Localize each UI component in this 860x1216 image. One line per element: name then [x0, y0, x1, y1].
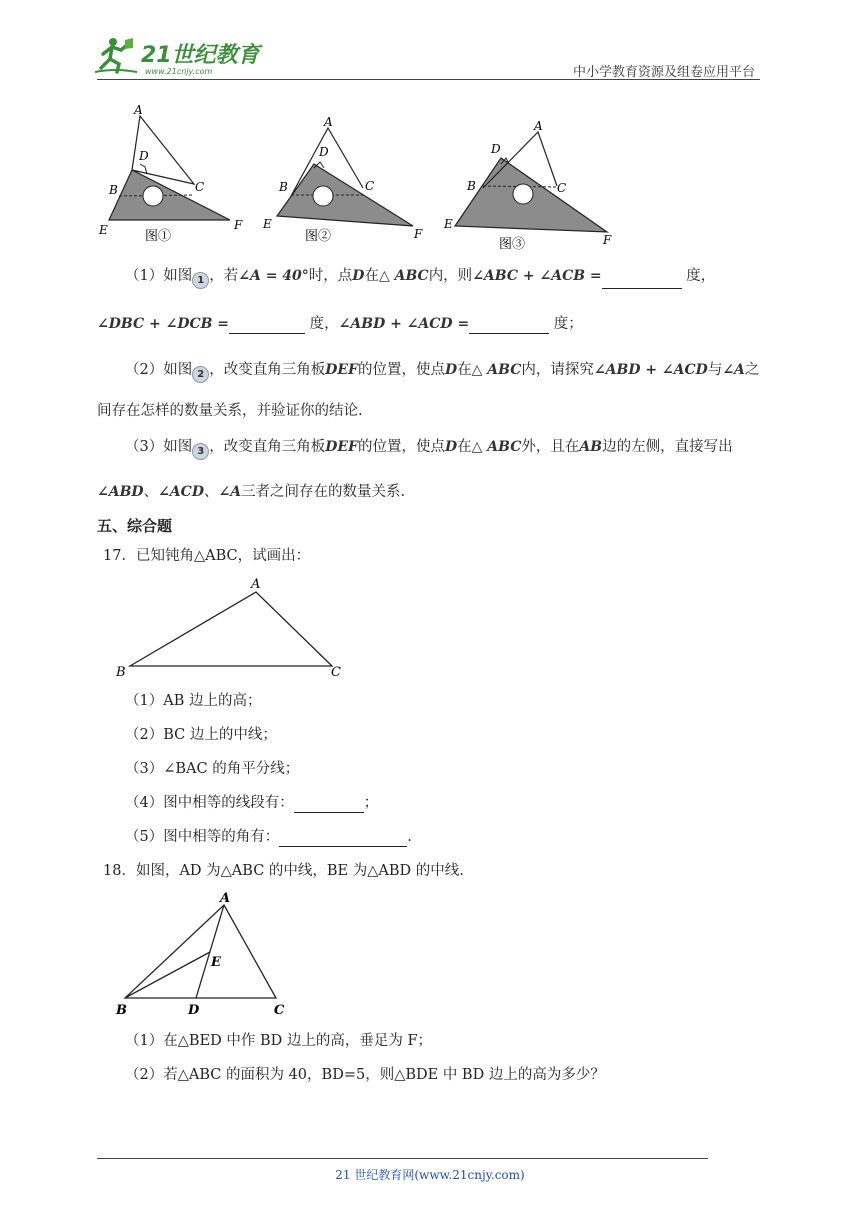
answer-blank-1[interactable]	[602, 274, 682, 289]
svg-text:C: C	[365, 179, 375, 193]
q16-part2-line2: 间存在怎样的数量关系，并验证你的结论.	[97, 403, 363, 419]
svg-text:D: D	[319, 145, 329, 159]
footer-link[interactable]: 21 世纪教育网(www.21cnjy.com)	[335, 1168, 525, 1182]
q18-item-2: （2）若△ABC 的面积为 40，BD=5，则△BDE 中 BD 边上的高为多少？	[125, 1067, 605, 1083]
q16-part3-line1: （3）如图 3 ，改变直角三角板DEF的位置，使点D在△ ABC外，且在AB边的左侧，直接写出	[125, 437, 733, 460]
svg-text:C: C	[331, 665, 341, 680]
svg-text:A: A	[220, 891, 231, 906]
svg-text:B: B	[116, 665, 126, 680]
svg-text:A: A	[134, 103, 143, 117]
q16-part1-line2: ∠DBC + ∠DCB = 度，∠ABD + ∠ACD = 度；	[97, 316, 583, 332]
q17-item-1: （1）AB 边上的高；	[125, 693, 262, 709]
figure-ref-3-icon: 3	[192, 443, 209, 460]
answer-blank-4[interactable]	[294, 798, 364, 813]
figure-2	[262, 115, 423, 244]
svg-text:D: D	[491, 142, 501, 156]
q18-figure	[110, 890, 300, 1020]
svg-text:B: B	[109, 183, 118, 197]
svg-text:E: E	[211, 955, 221, 970]
caption-figure-3: 图③	[499, 237, 526, 252]
section-title: 五、综合题	[97, 517, 173, 535]
q17-item-2: （2）BC 边上的中线；	[125, 727, 277, 743]
caption-figure-2: 图②	[305, 229, 332, 244]
q17-stem: 17．已知钝角△ABC，试画出：	[103, 548, 311, 564]
svg-text:F: F	[414, 227, 423, 241]
figure-1	[98, 103, 243, 244]
q17-item-4: （4）图中相等的线段有： ；	[125, 795, 379, 811]
logo-url: www.21cnjy.com	[145, 67, 213, 76]
answer-blank-5[interactable]	[279, 832, 407, 847]
q18-item-1: （1）在△BED 中作 BD 边上的高，垂足为 F；	[125, 1033, 433, 1049]
svg-text:B: B	[467, 179, 476, 193]
svg-text:E: E	[99, 223, 108, 237]
q16-part3-line2: ∠ABD、∠ACD、∠A三者之间存在的数量关系.	[97, 484, 406, 500]
answer-blank-3[interactable]	[469, 319, 549, 334]
footer-divider	[97, 1158, 708, 1159]
q16-part1-line1: （1）如图 1 ，若∠A = 40°时，点D在△ ABC内，则∠ABC + ∠ACB = 度，	[125, 266, 715, 289]
q18-stem: 18．如图，AD 为△ABC 的中线，BE 为△ABD 的中线.	[103, 863, 464, 879]
svg-text:F: F	[603, 233, 612, 247]
svg-text:B: B	[116, 1003, 127, 1018]
svg-text:B: B	[279, 180, 288, 194]
q17-item-5: （5）图中相等的角有： .	[125, 829, 412, 845]
svg-text:E: E	[444, 217, 453, 231]
svg-text:D: D	[139, 149, 149, 163]
svg-text:A: A	[251, 577, 261, 592]
logo-text: 21世纪教育	[141, 43, 260, 68]
q16-part2-line1: （2）如图 2 ，改变直角三角板DEF的位置，使点D在△ ABC内，请探究∠ABD + ∠ACD与∠A之	[125, 360, 759, 383]
svg-text:C: C	[195, 180, 205, 194]
q17-item-3: （3）∠BAC 的角平分线；	[125, 761, 300, 777]
q17-figure	[110, 574, 350, 684]
figure-ref-2-icon: 2	[192, 366, 209, 383]
svg-text:D: D	[188, 1003, 200, 1018]
header-platform-title: 中小学教育资源及组卷应用平台	[572, 65, 755, 80]
site-logo	[95, 34, 265, 78]
runner-icon	[95, 38, 137, 72]
figures-1-2-3	[95, 98, 625, 253]
svg-text:F: F	[234, 218, 243, 232]
svg-text:C: C	[557, 181, 567, 195]
caption-figure-1: 图①	[145, 229, 172, 244]
figure-3	[443, 119, 612, 252]
answer-blank-2[interactable]	[229, 319, 305, 334]
svg-text:A: A	[324, 115, 333, 129]
svg-text:E: E	[263, 217, 272, 231]
figure-ref-1-icon: 1	[192, 272, 209, 289]
svg-text:A: A	[534, 119, 543, 133]
header-divider	[97, 79, 760, 80]
svg-text:C: C	[274, 1003, 285, 1018]
